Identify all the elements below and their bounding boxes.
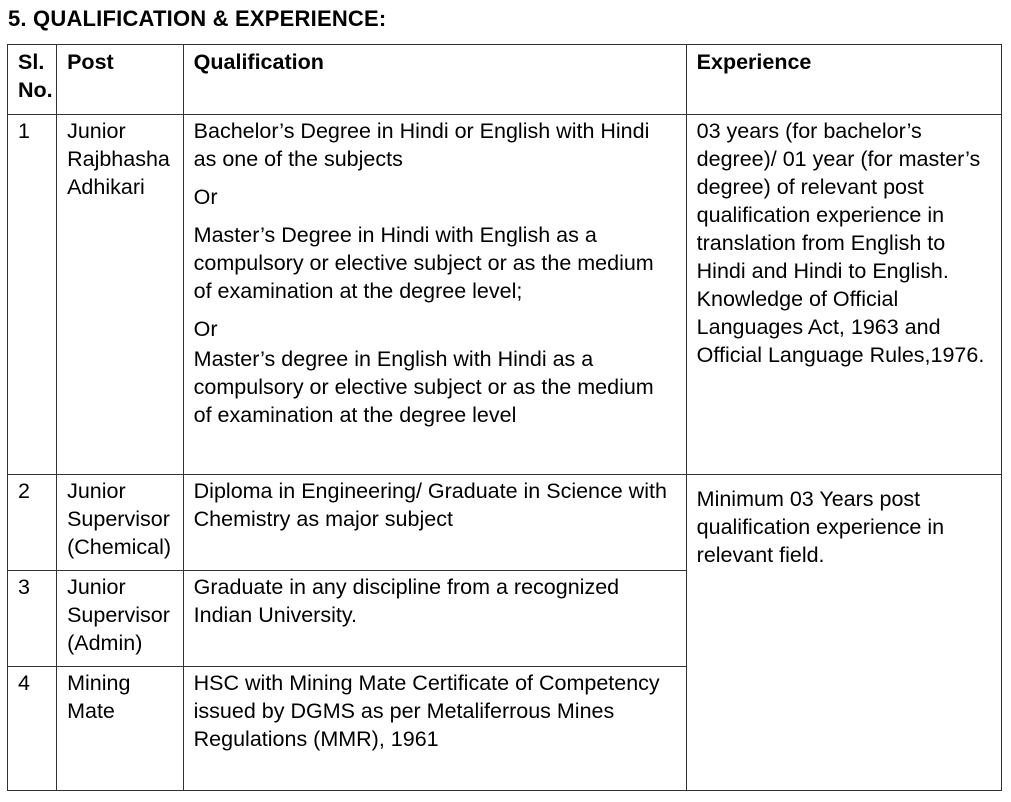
row-post: Junior Supervisor (Chemical) (57, 475, 184, 571)
row-qualification: HSC with Mining Mate Certificate of Competency issued by DGMS as per Metaliferrous Mines Regulations (MMR), 1961 (183, 667, 686, 791)
table-header-row (8, 45, 1002, 115)
or-separator: Or (193, 185, 218, 209)
or-separator: Or (193, 317, 218, 341)
shared-experience-cell (686, 475, 1001, 791)
row-experience: 03 years (for bachelor’s degree)/ 01 year (for master’s degree) of relevant post qualification experience in translation from English to Hindi and Hindi to English. Knowledge of Official Languages Act, 1963 and Official Language Rules,1976. (686, 115, 1001, 475)
header-experience: Experience (686, 45, 1001, 115)
shared-experience-text: Minimum 03 Years post qualification experience in relevant field. (696, 487, 945, 567)
row-post: Junior Supervisor (Admin) (57, 571, 184, 667)
qualification-option: Master’s degree in English with Hindi as a compulsory or elective subject or as the medium of examination at the degree level (193, 347, 654, 427)
table-row (8, 115, 1002, 475)
row-qualification: Graduate in any discipline from a recognized Indian University. (183, 571, 686, 667)
qualification-option: Bachelor’s Degree in Hindi or English with Hindi as one of the subjects (193, 119, 650, 171)
header-post: Post (57, 45, 184, 115)
qualification-table (7, 44, 1002, 791)
row-sl-no: 4 (8, 667, 57, 791)
row-qualification (183, 115, 686, 475)
section-title: 5. QUALIFICATION & EXPERIENCE: (8, 6, 387, 31)
qualification-option: Master’s Degree in Hindi with English as a compulsory or elective subject or as the medium of examination at the degree level; (193, 223, 654, 303)
row-sl-no: 3 (8, 571, 57, 667)
table-row (8, 475, 1002, 571)
row-post: Mining Mate (57, 667, 184, 791)
header-qualification: Qualification (183, 45, 686, 115)
row-post: Junior Rajbhasha Adhikari (57, 115, 184, 475)
header-sl-no: Sl. No. (8, 45, 57, 115)
row-sl-no: 2 (8, 475, 57, 571)
row-sl-no: 1 (8, 115, 57, 475)
row-qualification: Diploma in Engineering/ Graduate in Science with Chemistry as major subject (183, 475, 686, 571)
